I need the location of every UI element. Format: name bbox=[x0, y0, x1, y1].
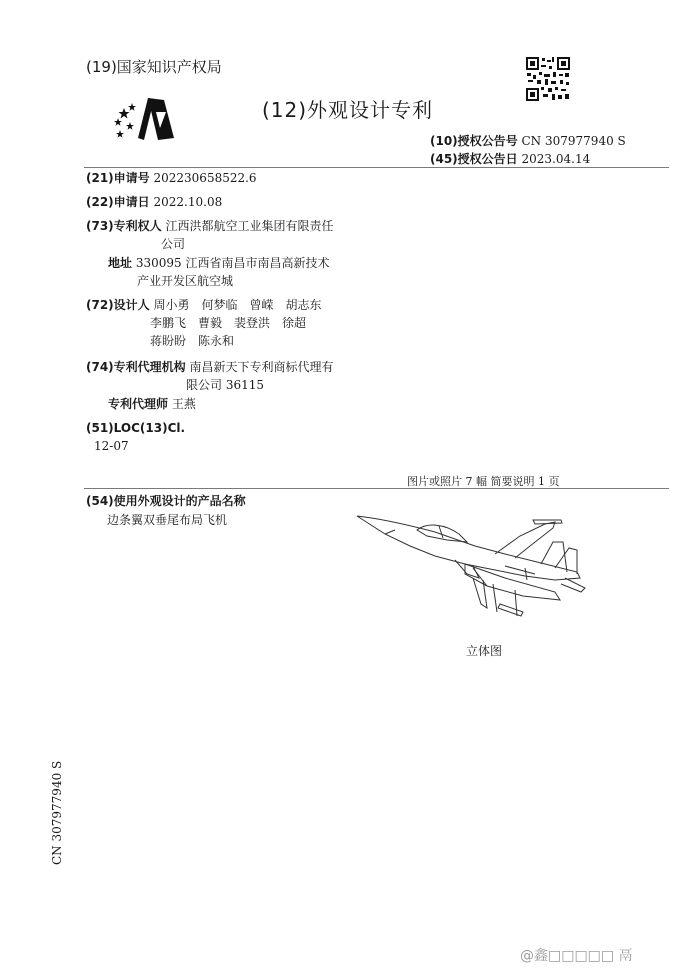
address bbox=[108, 253, 329, 273]
agency bbox=[86, 357, 334, 377]
publication-date-value: 2023.04.14 bbox=[521, 152, 591, 166]
loc-classification-value: 12-07 bbox=[94, 439, 129, 453]
publication-number-label: (10)授权公告号 bbox=[430, 134, 518, 148]
designers bbox=[86, 295, 322, 315]
designers-label: (72)设计人 bbox=[86, 298, 150, 312]
designers-line-3: 蒋盼盼 陈永和 bbox=[150, 334, 235, 348]
cnipa-logo bbox=[108, 94, 186, 146]
issuing-office: (19)国家知识产权局 bbox=[86, 58, 222, 76]
designers-line-2: 李鹏飞 曹毅 裴登洪 徐超 bbox=[150, 316, 307, 330]
patentee-line-1: 江西洪都航空工业集团有限责任 bbox=[165, 219, 334, 233]
application-date-label: (22)申请日 bbox=[86, 195, 150, 209]
aircraft-perspective-drawing bbox=[355, 508, 590, 636]
side-publication-number: CN 307977940 S bbox=[50, 760, 64, 865]
product-name-value: 边条翼双垂尾布局飞机 bbox=[107, 513, 228, 527]
agent-label: 专利代理师 bbox=[108, 397, 169, 411]
application-number-value: 202230658522.6 bbox=[153, 171, 257, 185]
publication-date bbox=[430, 149, 590, 169]
agent-value: 王燕 bbox=[171, 397, 196, 411]
address-line-2: 产业开发区航空城 bbox=[137, 274, 234, 288]
publication-number-value: CN 307977940 S bbox=[521, 134, 626, 148]
pages-note: 图片或照片 7 幅 简要说明 1 页 bbox=[407, 475, 560, 488]
patentee-line-2: 公司 bbox=[161, 237, 186, 251]
address-line-1: 330095 江西省南昌市南昌高新技术 bbox=[135, 256, 330, 270]
product-name-label: (54)使用外观设计的产品名称 bbox=[86, 494, 246, 508]
address-label: 地址 bbox=[108, 256, 133, 270]
agent bbox=[108, 394, 196, 414]
agency-line-1: 南昌新天下专利商标代理有 bbox=[189, 360, 334, 374]
publication-date-label: (45)授权公告日 bbox=[430, 152, 518, 166]
watermark: @鑫□□□□□ 鬲 bbox=[520, 948, 633, 964]
application-date bbox=[86, 192, 222, 212]
loc-classification-label: (51)LOC(13)Cl. bbox=[86, 421, 186, 435]
designers-line-1: 周小勇 何梦临 曾嵘 胡志东 bbox=[153, 298, 322, 312]
application-number bbox=[86, 168, 257, 188]
document-type-title: (12)外观设计专利 bbox=[262, 98, 434, 122]
section-divider bbox=[84, 488, 669, 489]
agency-label: (74)专利代理机构 bbox=[86, 360, 186, 374]
qr-code bbox=[525, 56, 571, 102]
publication-number bbox=[430, 131, 626, 151]
application-number-label: (21)申请号 bbox=[86, 171, 150, 185]
patentee bbox=[86, 216, 334, 236]
patentee-label: (73)专利权人 bbox=[86, 219, 162, 233]
figure-caption: 立体图 bbox=[466, 644, 503, 658]
application-date-value: 2022.10.08 bbox=[153, 195, 223, 209]
loc-classification bbox=[86, 418, 185, 438]
agency-line-2: 限公司 36115 bbox=[186, 378, 264, 392]
